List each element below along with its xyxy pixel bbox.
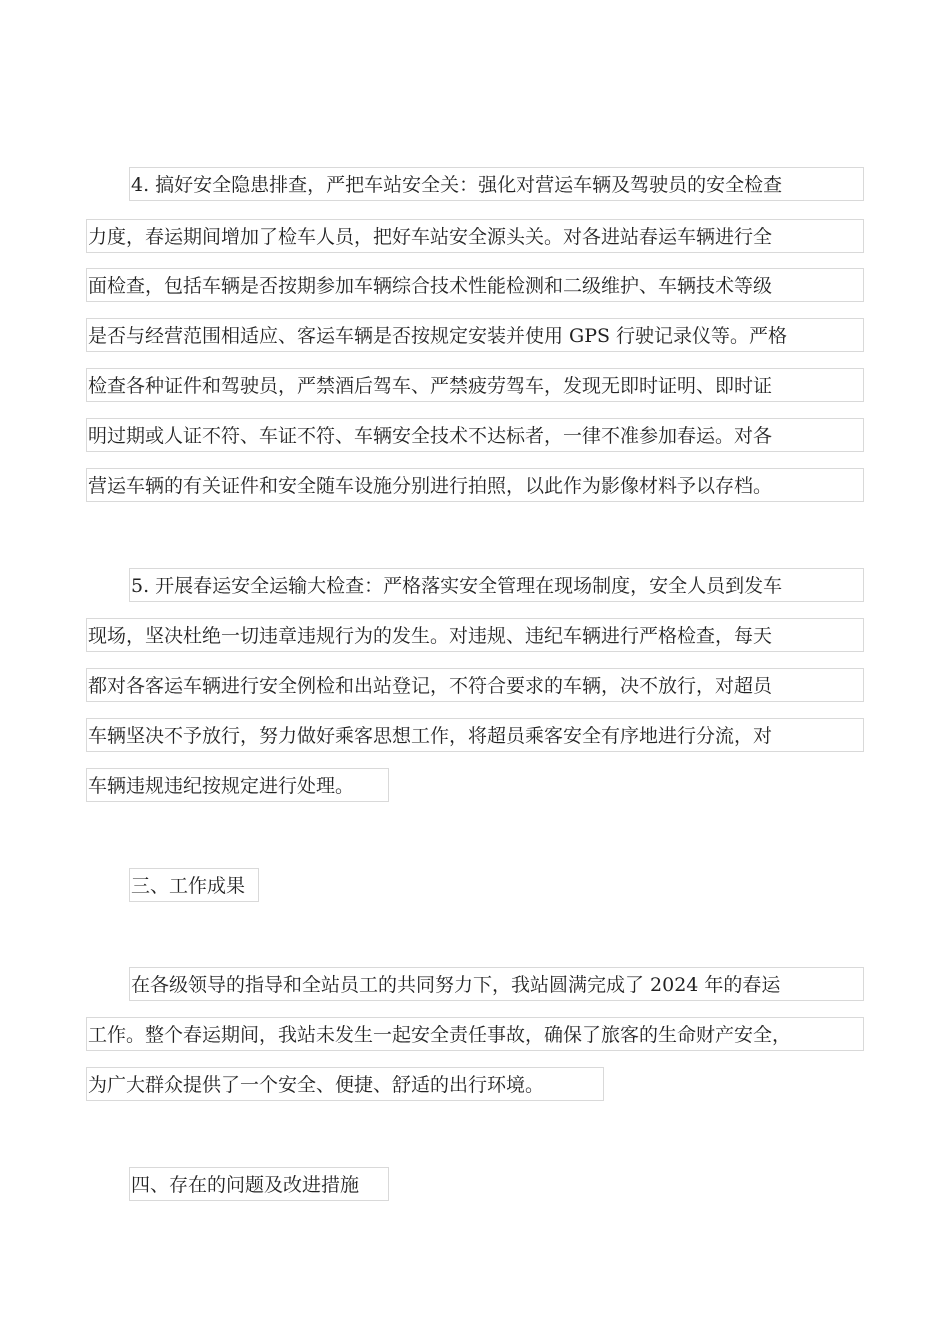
section-heading: 四、存在的问题及改进措施 [129,1167,389,1201]
paragraph-line: 4. 搞好安全隐患排查，严把车站安全关：强化对营运车辆及驾驶员的安全检查 [129,167,864,201]
paragraph-line: 在各级领导的指导和全站员工的共同努力下，我站圆满完成了 2024 年的春运 [129,967,864,1001]
paragraph-line: 现场，坚决杜绝一切违章违规行为的发生。对违规、违纪车辆进行严格检查，每天 [86,618,864,652]
paragraph-line: 5. 开展春运安全运输大检查：严格落实安全管理在现场制度，安全人员到发车 [129,568,864,602]
paragraph-line: 检查各种证件和驾驶员，严禁酒后驾车、严禁疲劳驾车，发现无即时证明、即时证 [86,368,864,402]
paragraph-line: 工作。整个春运期间，我站未发生一起安全责任事故，确保了旅客的生命财产安全， [86,1017,864,1051]
paragraph-line: 是否与经营范围相适应、客运车辆是否按规定安装并使用 GPS 行驶记录仪等。严格 [86,318,864,352]
paragraph-line: 面检查，包括车辆是否按期参加车辆综合技术性能检测和二级维护、车辆技术等级 [86,268,864,302]
paragraph-line: 车辆违规违纪按规定进行处理。 [86,768,389,802]
paragraph-line: 明过期或人证不符、车证不符、车辆安全技术不达标者，一律不准参加春运。对各 [86,418,864,452]
paragraph-line: 力度，春运期间增加了检车人员，把好车站安全源头关。对各进站春运车辆进行全 [86,219,864,253]
paragraph-line: 都对各客运车辆进行安全例检和出站登记，不符合要求的车辆，决不放行，对超员 [86,668,864,702]
paragraph-line: 为广大群众提供了一个安全、便捷、舒适的出行环境。 [86,1067,604,1101]
section-heading: 三、工作成果 [129,868,259,902]
paragraph-line: 营运车辆的有关证件和安全随车设施分别进行拍照，以此作为影像材料予以存档。 [86,468,864,502]
paragraph-line: 车辆坚决不予放行，努力做好乘客思想工作，将超员乘客安全有序地进行分流，对 [86,718,864,752]
